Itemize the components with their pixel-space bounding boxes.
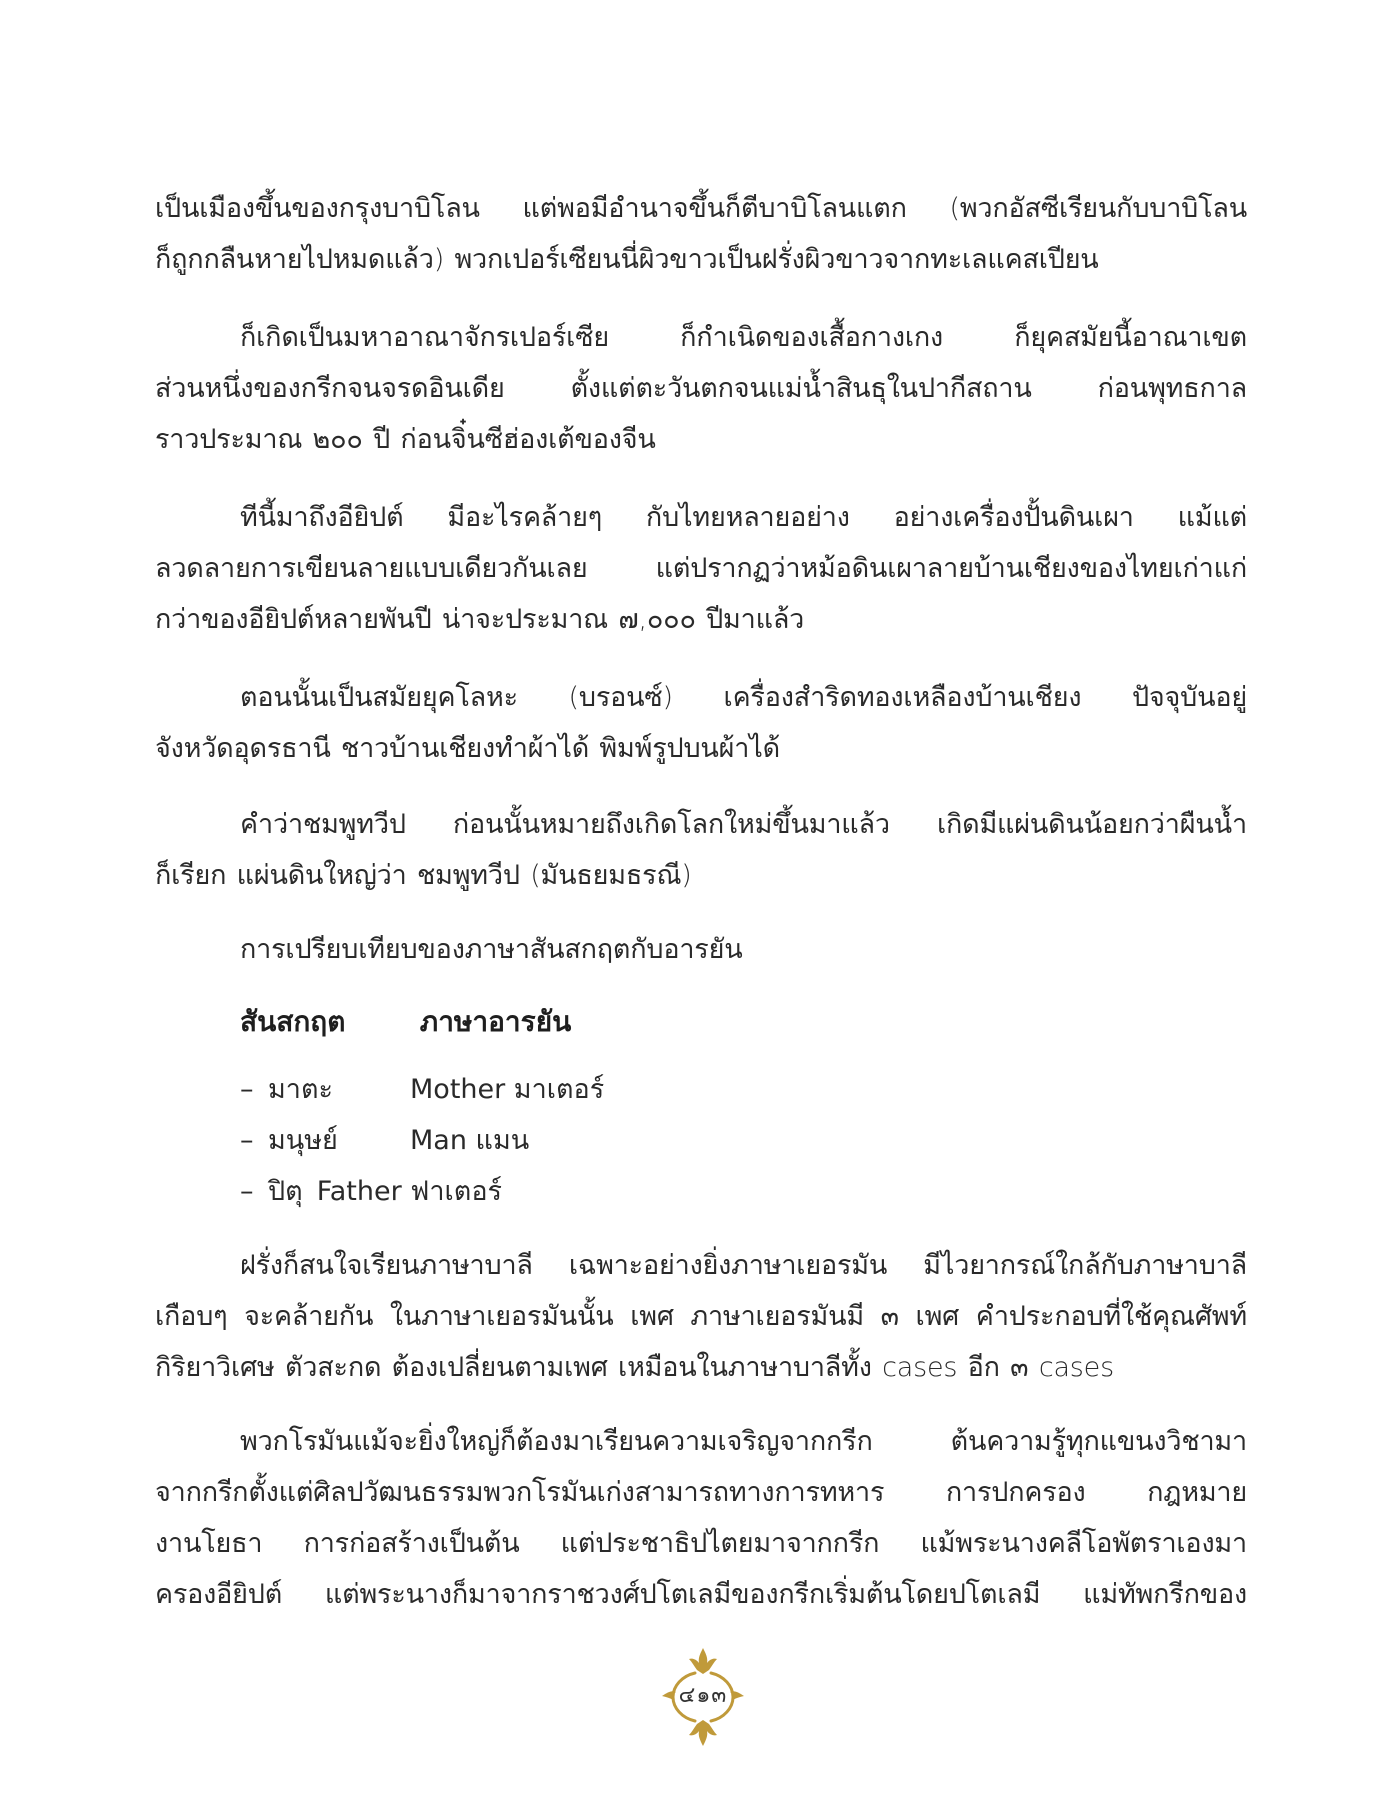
paragraph-8 [155, 1416, 1247, 1620]
sanskrit-word: มนุษย์ [268, 1125, 338, 1156]
paragraph-1 [155, 183, 1247, 285]
paragraph-3 [155, 492, 1247, 645]
comparison-row [240, 1064, 604, 1115]
comparison-row [240, 1166, 604, 1217]
aryan-word: Father ฟาเตอร์ [316, 1176, 503, 1207]
text-line: การเปรียบเทียบของภาษาสันสกฤตกับอารยัน [240, 934, 743, 965]
text-line: ก็เรียก แผ่นดินใหญ่ว่า ชมพูทวีป (มันธยมธรณี) [155, 860, 692, 891]
text-line: ลวดลายการเขียนลายแบบเดียวกันเลย แต่ปรากฏว่าหม้อดินเผาลายบ้านเชียงของไทยเก่าแก่ [155, 553, 1247, 584]
page-number: ๔๑๓ [678, 1683, 728, 1708]
text-line: จังหวัดอุดรธานี ชาวบ้านเชียงทำผ้าได้ พิมพ์รูปบนผ้าได้ [155, 733, 780, 764]
text-line: กิริยาวิเศษ ตัวสะกด ต้องเปลี่ยนตามเพศ เหมือนในภาษาบาลีทั้ง cases อีก ๓ cases [155, 1352, 1114, 1383]
text-line: เกือบๆ จะคล้ายกัน ในภาษาเยอรมันนั้น เพศ ภาษาเยอรมันมี ๓ เพศ คำประกอบที่ใช้คุณศัพท์ [155, 1301, 1247, 1332]
aryan-word: Man แมน [410, 1125, 530, 1156]
sanskrit-word: ปิตุ [268, 1176, 303, 1207]
paragraph-5 [155, 799, 1247, 901]
text-line: ส่วนหนึ่งของกรีกจนจรดอินเดีย ตั้งแต่ตะวันตกจนแม่น้ำสินธุในปากีสถาน ก่อนพุทธกาล [155, 373, 1247, 404]
text-line: กว่าของอียิปต์หลายพันปี น่าจะประมาณ ๗,๐๐๐ ปีมาแล้ว [155, 604, 805, 635]
dash-bullet: – [240, 1176, 254, 1207]
text-line: ตอนนั้นเป็นสมัยยุคโลหะ (บรอนซ์) เครื่องสำริดทองเหลืองบ้านเชียง ปัจจุบันอยู่ [240, 682, 1247, 713]
text-line: งานโยธา การก่อสร้างเป็นต้น แต่ประชาธิปไตยมาจากกรีก แม้พระนางคลีโอพัตราเองมา [155, 1528, 1247, 1559]
text-line: คำว่าชมพูทวีป ก่อนนั้นหมายถึงเกิดโลกใหม่ขึ้นมาแล้ว เกิดมีแผ่นดินน้อยกว่าผืนน้ำ [240, 809, 1247, 840]
text-line: ราวประมาณ ๒๐๐ ปี ก่อนจิ๋นซีฮ่องเต้ของจีน [155, 424, 656, 455]
comparison-list [240, 1064, 604, 1217]
paragraph-comparison-intro [155, 924, 1247, 975]
paragraph-7 [155, 1240, 1247, 1393]
text-line: ครองอียิปต์ แต่พระนางก็มาจากราชวงศ์ปโตเลมีของกรีกเริ่มต้นโดยปโตเลมี แม่ทัพกรีกของ [155, 1579, 1247, 1610]
dash-bullet: – [240, 1074, 254, 1105]
comparison-heading [240, 1002, 571, 1042]
text-line: จากกรีกตั้งแต่ศิลปวัฒนธรรมพวกโรมันเก่งสามารถทางการทหาร การปกครอง กฎหมาย [155, 1477, 1247, 1508]
aryan-word: Mother มาเตอร์ [410, 1074, 605, 1105]
text-line: ก็เกิดเป็นมหาอาณาจักรเปอร์เซีย ก็กำเนิดของเสื้อกางเกง ก็ยุคสมัยนี้อาณาเขต [240, 322, 1247, 353]
dash-bullet: – [240, 1125, 254, 1156]
paragraph-4 [155, 672, 1247, 774]
sanskrit-word: มาตะ [268, 1074, 333, 1105]
text-line: ก็ถูกกลืนหายไปหมดแล้ว) พวกเปอร์เซียนนี่ผิวขาวเป็นฝรั่งผิวขาวจากทะเลแคสเปียน [155, 244, 1099, 275]
text-line: ทีนี้มาถึงอียิปต์ มีอะไรคล้ายๆ กับไทยหลายอย่าง อย่างเครื่องปั้นดินเผา แม้แต่ [240, 502, 1247, 533]
text-line: พวกโรมันแม้จะยิ่งใหญ่ก็ต้องมาเรียนความเจริญจากกรีก ต้นความรู้ทุกแขนงวิชามา [240, 1426, 1247, 1457]
text-line: ฝรั่งก็สนใจเรียนภาษาบาลี เฉพาะอย่างยิ่งภาษาเยอรมัน มีไวยากรณ์ใกล้กับภาษาบาลี [240, 1250, 1247, 1281]
page-number-ornament [660, 1646, 746, 1748]
heading-aryan: ภาษาอารยัน [419, 1005, 572, 1038]
paragraph-2 [155, 312, 1247, 465]
text-line: เป็นเมืองขึ้นของกรุงบาบิโลน แต่พอมีอำนาจขึ้นก็ตีบาบิโลนแตก (พวกอัสซีเรียนกับบาบิโลน [155, 193, 1247, 224]
heading-sanskrit: สันสกฤต [240, 1005, 346, 1038]
comparison-row [240, 1115, 604, 1166]
